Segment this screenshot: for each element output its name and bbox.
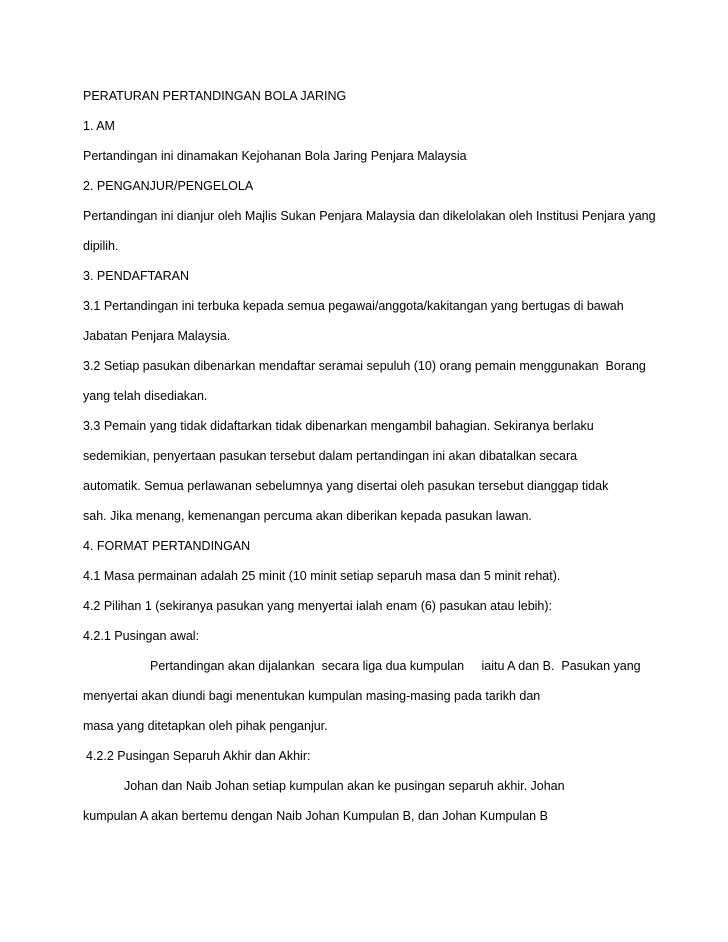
paragraph-line: menyertai akan diundi bagi menentukan kumpulan masing-masing pada tarikh dan [83,689,541,703]
document-title: PERATURAN PERTANDINGAN BOLA JARING [83,89,347,103]
paragraph-line: 4.1 Masa permainan adalah 25 minit (10 minit setiap separuh masa dan 5 minit rehat). [83,569,561,583]
paragraph-line: automatik. Semua perlawanan sebelumnya yang disertai oleh pasukan tersebut dianggap tidak [83,479,609,493]
paragraph-line: kumpulan A akan bertemu dengan Naib Johan Kumpulan B, dan Johan Kumpulan B [83,809,548,823]
paragraph-line: Pertandingan ini dinamakan Kejohanan Bola Jaring Penjara Malaysia [83,149,467,163]
paragraph-line: Pertandingan ini dianjur oleh Majlis Sukan Penjara Malaysia dan dikelolakan oleh Institusi Penjara yang [83,209,656,223]
section-heading-format: 4. FORMAT PERTANDINGAN [83,539,251,553]
section-heading-pendaftaran: 3. PENDAFTARAN [83,269,190,283]
paragraph-line: dipilih. [83,239,119,253]
subsection-heading: 4.2.2 Pusingan Separuh Akhir dan Akhir: [86,749,311,763]
section-heading-am: 1. AM [83,119,115,133]
paragraph-line: sedemikian, penyertaan pasukan tersebut dalam pertandingan ini akan dibatalkan secara [83,449,578,463]
subsection-heading: 4.2.1 Pusingan awal: [83,629,200,643]
section-heading-penganjur: 2. PENGANJUR/PENGELOLA [83,179,254,193]
paragraph-line: 4.2 Pilihan 1 (sekiranya pasukan yang menyertai ialah enam (6) pasukan atau lebih): [83,599,553,613]
paragraph-line: Johan dan Naib Johan setiap kumpulan akan ke pusingan separuh akhir. Johan [124,779,565,793]
paragraph-line: yang telah disediakan. [83,389,208,403]
paragraph-line: Jabatan Penjara Malaysia. [83,329,231,343]
paragraph-line: sah. Jika menang, kemenangan percuma akan diberikan kepada pasukan lawan. [83,509,532,523]
paragraph-line: 3.3 Pemain yang tidak didaftarkan tidak dibenarkan mengambil bahagian. Sekiranya berlaku [83,419,594,433]
paragraph-line: masa yang ditetapkan oleh pihak penganjur. [83,719,328,733]
paragraph-line: Pertandingan akan dijalankan secara liga dua kumpulan iaitu A dan B. Pasukan yang [150,659,641,673]
paragraph-line: 3.1 Pertandingan ini terbuka kepada semua pegawai/anggota/kakitangan yang bertugas di bawah [83,299,624,313]
paragraph-line: 3.2 Setiap pasukan dibenarkan mendaftar seramai sepuluh (10) orang pemain menggunakan Borang [83,359,646,373]
